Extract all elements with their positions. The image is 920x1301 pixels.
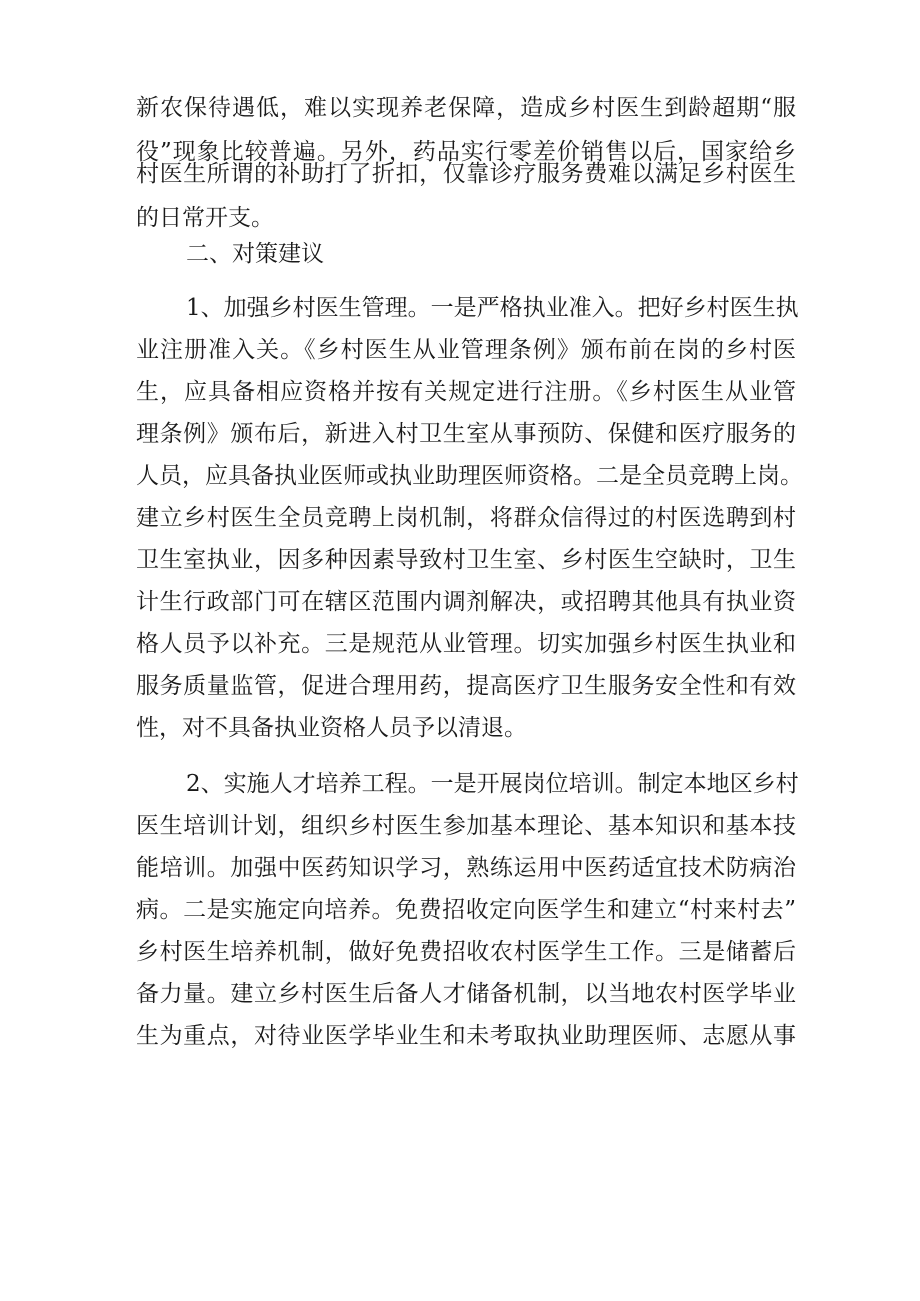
- text-line: 理条例》颁布后，新进入村卫生室从事预防、保健和医疗服务的: [136, 421, 796, 447]
- text-line: 人员，应具备执业医师或执业助理医师资格。二是全员竞聘上岗。: [136, 463, 803, 489]
- text-line: 病。二是实施定向培养。免费招收定向医学生和建立“村来村去”: [136, 897, 796, 923]
- text-line: 新农保待遇低，难以实现养老保障，造成乡村医生到龄超期“服: [136, 95, 796, 121]
- text-line: 备力量。建立乡村医生后备人才储备机制，以当地农村医学毕业: [136, 981, 796, 1007]
- text-line: 计生行政部门可在辖区范围内调剂解决，或招聘其他具有执业资: [136, 589, 796, 615]
- text-line: 卫生室执业，因多种因素导致村卫生室、乡村医生空缺时，卫生: [136, 547, 796, 573]
- text-line: 建立乡村医生全员竞聘上岗机制，将群众信得过的村医选聘到村: [136, 505, 796, 531]
- section-heading: 二、对策建议: [186, 241, 324, 267]
- text-line: 格人员予以补充。三是规范从业管理。切实加强乡村医生执业和: [136, 631, 796, 657]
- text-line: 生，应具备相应资格并按有关规定进行注册。《乡村医生从业管: [136, 379, 796, 405]
- text-line: 2、实施人才培养工程。一是开展岗位培训。制定本地区乡村: [186, 771, 799, 797]
- text-line: 1、加强乡村医生管理。一是严格执业准入。把好乡村医生执: [186, 295, 799, 321]
- text-line: 乡村医生培养机制，做好免费招收农村医学生工作。三是储蓄后: [136, 939, 796, 965]
- text-line: 业注册准入关。《乡村医生从业管理条例》颁布前在岗的乡村医: [136, 337, 796, 363]
- text-line: 医生培训计划，组织乡村医生参加基本理论、基本知识和基本技: [136, 813, 796, 839]
- text-line: 的日常开支。: [136, 205, 274, 231]
- text-line: 生为重点，对待业医学毕业生和未考取执业助理医师、志愿从事: [136, 1023, 796, 1049]
- text-line: 村医生所谓的补助打了折扣，仅靠诊疗服务费难以满足乡村医生: [136, 161, 796, 187]
- text-line: 服务质量监管，促进合理用药，提高医疗卫生服务安全性和有效: [136, 673, 796, 699]
- text-line: 役”现象比较普遍。另外，药品实行零差价销售以后，国家给乡: [136, 139, 796, 165]
- text-line: 性，对不具备执业资格人员予以清退。: [136, 715, 527, 741]
- text-line: 能培训。加强中医药知识学习，熟练运用中医药适宜技术防病治: [136, 855, 796, 881]
